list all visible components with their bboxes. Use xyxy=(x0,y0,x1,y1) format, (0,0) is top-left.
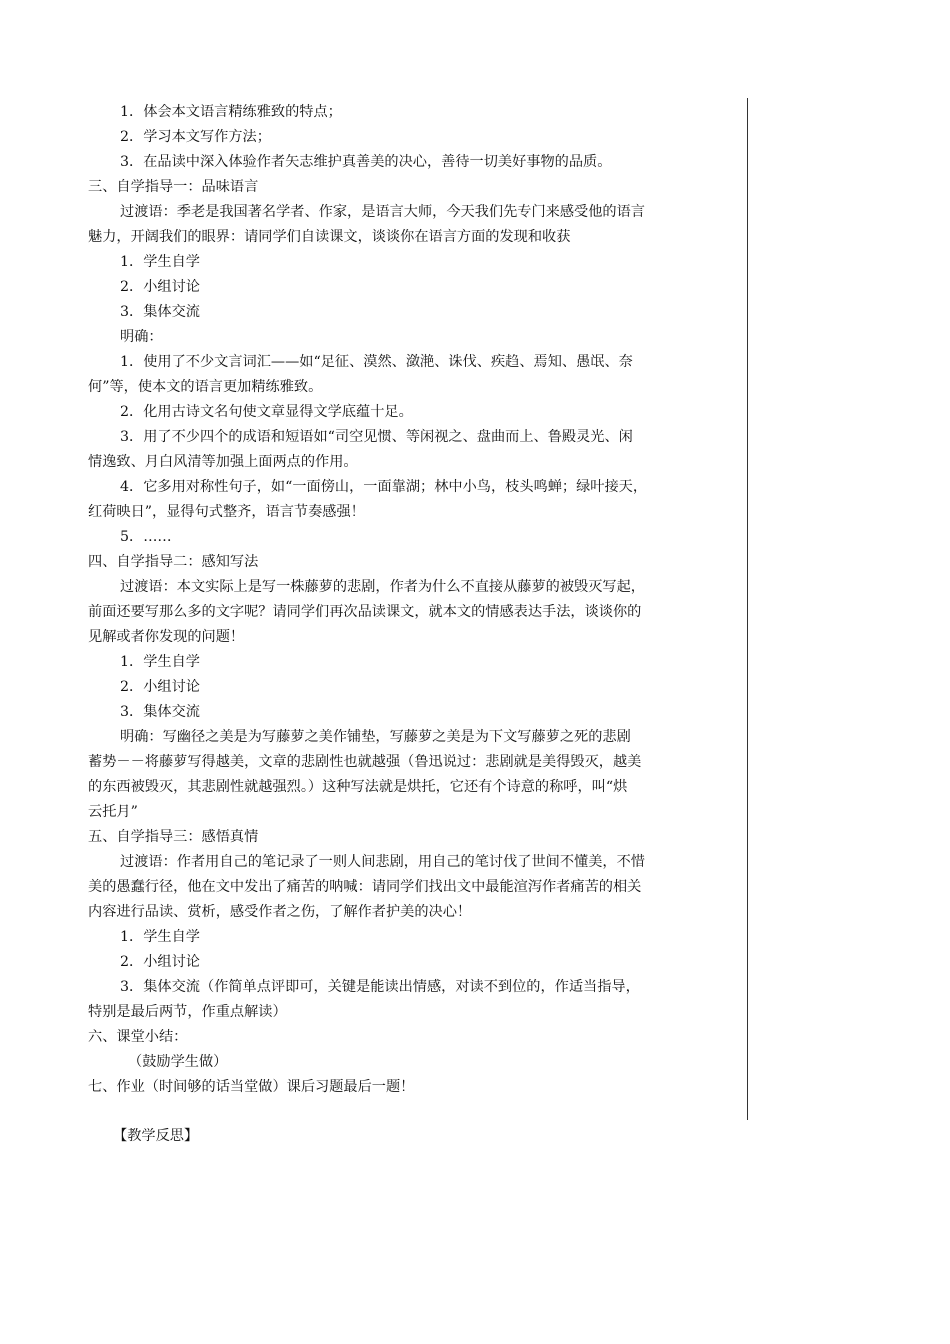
text-line: 2．学习本文写作方法； xyxy=(120,129,271,145)
text-line: 1．学生自学 xyxy=(120,654,200,670)
text-line: 1．使用了不少文言词汇——如“足征、漠然、潋滟、诛伐、疾趋、焉知、愚氓、奈 xyxy=(120,354,633,370)
text-line: 五、自学指导三：感悟真情 xyxy=(88,829,259,845)
text-line: 美的愚蠢行径，他在文中发出了痛苦的呐喊：请同学们找出文中最能渲泻作者痛苦的相关 xyxy=(88,879,642,895)
text-line: 六、课堂小结： xyxy=(88,1029,188,1045)
text-line: 3．集体交流 xyxy=(120,704,200,720)
text-line: 1．学生自学 xyxy=(120,929,200,945)
lesson-content xyxy=(88,100,748,1100)
text-line: 4．它多用对称性句子，如“一面傍山，一面靠湖；林中小鸟，枝头鸣蝉；绿叶接天， xyxy=(120,479,648,495)
text-line: 蓄势－－将藤萝写得越美，文章的悲剧性也就越强（鲁迅说过：悲剧就是美得毁灭，越美 xyxy=(88,754,642,770)
text-line: 前面还要写那么多的文字呢？请同学们再次品读课文，就本文的情感表达手法，谈谈你的 xyxy=(88,604,642,620)
text-line: 过渡语：作者用自己的笔记录了一则人间悲剧，用自己的笔讨伐了世间不懂美，不惜 xyxy=(120,854,645,870)
text-line: 2．小组讨论 xyxy=(120,954,200,970)
text-line: 1．体会本文语言精练雅致的特点； xyxy=(120,104,342,120)
text-line: 情逸致、月白风清等加强上面两点的作用。 xyxy=(88,454,358,470)
text-line: 3．在品读中深入体验作者矢志维护真善美的决心，善待一切美好事物的品质。 xyxy=(120,154,612,170)
text-line: 特别是最后两节，作重点解读） xyxy=(88,1004,287,1020)
text-line: 明确：写幽径之美是为写藤萝之美作铺垫，写藤萝之美是为下文写藤萝之死的悲剧 xyxy=(120,729,631,745)
text-line: 云托月” xyxy=(88,804,138,820)
text-line: 2．小组讨论 xyxy=(120,679,200,695)
text-line: 3．集体交流 xyxy=(120,304,200,320)
text-line: 过渡语：季老是我国著名学者、作家，是语言大师，今天我们先专门来感受他的语言 xyxy=(120,204,645,220)
text-line: 七、作业（时间够的话当堂做）课后习题最后一题！ xyxy=(88,1079,415,1095)
text-line: 四、自学指导二：感知写法 xyxy=(88,554,259,570)
text-line: 2．化用古诗文名句使文章显得文学底蕴十足。 xyxy=(120,404,413,420)
text-line: 何”等，使本文的语言更加精练雅致。 xyxy=(88,379,323,395)
text-line: 3．用了不少四个的成语和短语如“司空见惯、等闲视之、盘曲而上、鲁殿灵光、闲 xyxy=(120,429,633,445)
text-line: 见解或者你发现的问题！ xyxy=(88,629,245,645)
text-line: 的东西被毁灭，其悲剧性就越强烈。）这种写法就是烘托，它还有个诗意的称呼，叫“烘 xyxy=(88,779,628,795)
text-line: 魅力，开阔我们的眼界：请同学们自读课文，谈谈你在语言方面的发现和收获 xyxy=(88,229,571,245)
text-line: 3．集体交流（作简单点评即可，关键是能读出情感，对读不到位的，作适当指导， xyxy=(120,979,640,995)
reflection-heading: 【教学反思】 xyxy=(113,1128,199,1144)
text-line: 2．小组讨论 xyxy=(120,279,200,295)
text-line: 明确： xyxy=(120,329,163,345)
text-line: 红荷映日”，显得句式整齐，语言节奏感强！ xyxy=(88,504,365,520)
text-line: 1．学生自学 xyxy=(120,254,200,270)
text-line: 5．…… xyxy=(120,529,172,545)
text-line: 过渡语：本文实际上是写一株藤萝的悲剧，作者为什么不直接从藤萝的被毁灭写起， xyxy=(120,579,645,595)
text-line: 内容进行品读、赏析，感受作者之伤，了解作者护美的决心！ xyxy=(88,904,472,920)
text-line: 三、自学指导一：品味语言 xyxy=(88,179,259,195)
text-line: （鼓励学生做） xyxy=(128,1054,228,1070)
